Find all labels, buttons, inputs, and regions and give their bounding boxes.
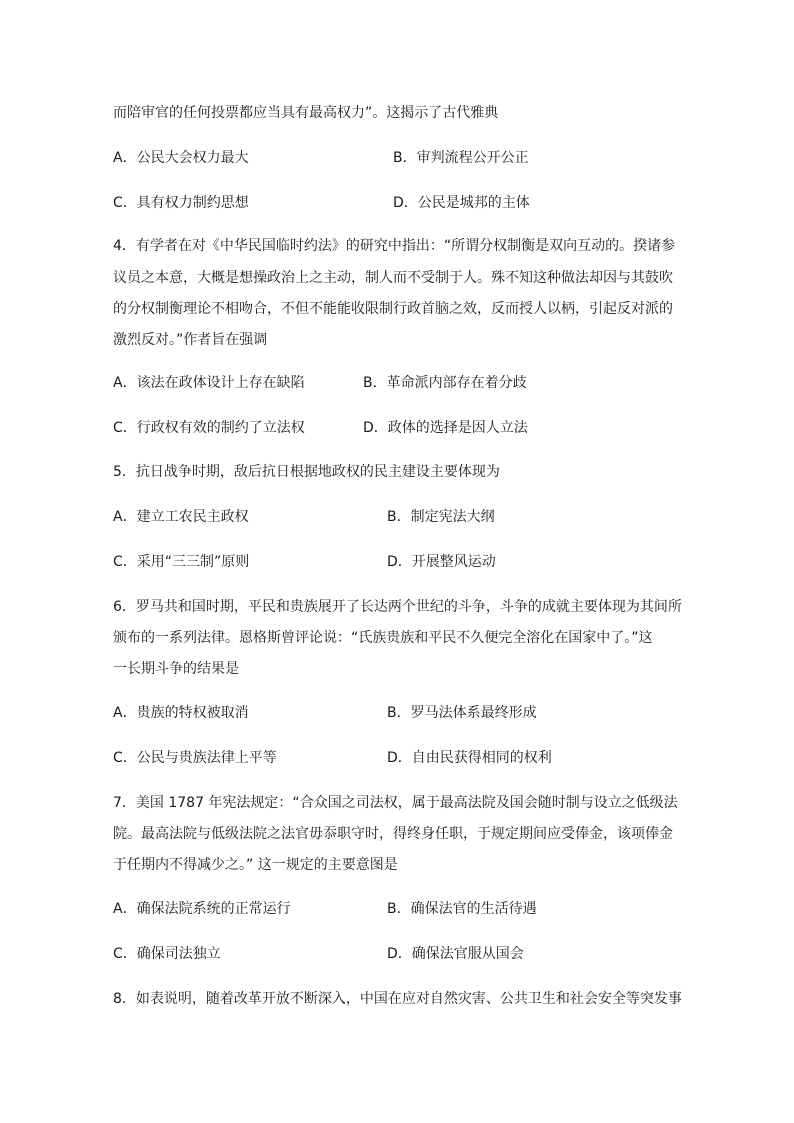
q4-stem-line: 的分权制衡理论不相吻合，不但不能能收限制行政首脑之效，反而授人以柄，引起反对派的 bbox=[113, 301, 673, 317]
q3-option-d: D．公民是城邦的主体 bbox=[393, 195, 530, 211]
q6-option-a: A．贵族的特权被取消 bbox=[113, 705, 249, 721]
q3-option-c: C．具有权力制约思想 bbox=[113, 195, 249, 211]
q7-option-c: C．确保司法独立 bbox=[113, 946, 221, 962]
q4-option-d: D．政体的选择是因人立法 bbox=[363, 420, 528, 436]
q6-stem-line: 一长期斗争的结果是 bbox=[113, 661, 239, 677]
q7-option-b: B．确保法官的生活待遇 bbox=[387, 901, 537, 917]
q5-option-a: A．建立工农民主政权 bbox=[113, 509, 249, 525]
q8-stem-line: 8．如表说明，随着改革开放不断深入，中国在应对自然灾害、公共卫生和社会安全等突发事 bbox=[113, 991, 682, 1007]
q4-stem-line: 议员之本意，大概是想操政治上之主动，制人而不受制于人。殊不知这种做法却因与其鼓吹 bbox=[113, 270, 673, 286]
q5-stem-line: 5．抗日战争时期，敌后抗日根据地政权的民主建设主要体现为 bbox=[113, 464, 500, 480]
q4-option-a: A．该法在政体设计上存在缺陷 bbox=[113, 375, 305, 391]
q4-option-b: B．革命派内部存在着分歧 bbox=[363, 375, 527, 391]
q3-stem-tail: 而陪审官的任何投票都应当具有最高权力”。这揭示了古代雅典 bbox=[113, 105, 499, 121]
q6-option-b: B．罗马法体系最终形成 bbox=[387, 705, 537, 721]
q6-stem-line: 颁布的一系列法律。恩格斯曾评论说：“氏族贵族和平民不久便完全溶化在国家中了。”这 bbox=[113, 630, 653, 646]
q4-stem-line: 激烈反对。”作者旨在强调 bbox=[113, 332, 268, 348]
q3-option-b: B．审判流程公开公正 bbox=[393, 150, 529, 166]
q7-stem-line: 7．美国 1787 年宪法规定：“合众国之司法权，属于最高法院及国会随时制与设立之低级法 bbox=[113, 795, 678, 811]
q5-option-d: D．开展整风运动 bbox=[387, 554, 496, 570]
q7-option-a: A．确保法院系统的正常运行 bbox=[113, 901, 291, 917]
q7-stem-line: 于任期内不得减少之。” 这一规定的主要意图是 bbox=[113, 857, 398, 873]
q4-option-c: C．行政权有效的制约了立法权 bbox=[113, 420, 305, 436]
q7-option-d: D．确保法官服从国会 bbox=[387, 946, 524, 962]
q6-option-c: C．公民与贵族法律上平等 bbox=[113, 750, 277, 766]
q6-stem-line: 6．罗马共和国时期，平民和贵族展开了长达两个世纪的斗争，斗争的成就主要体现为其间所 bbox=[113, 599, 682, 615]
q3-option-a: A．公民大会权力最大 bbox=[113, 150, 249, 166]
q4-stem-line: 4．有学者在对《中华民国临时约法》的研究中指出：“所谓分权制衡是双向互动的。揆诸参 bbox=[113, 238, 676, 254]
q7-stem-line: 院。最高法院与低级法院之法官毋忝职守时，得终身任职，于规定期间应受俸金，该项俸金 bbox=[113, 826, 673, 842]
q5-option-c: C．采用“三三制”原则 bbox=[113, 554, 250, 570]
q6-option-d: D．自由民获得相同的权利 bbox=[387, 750, 552, 766]
q5-option-b: B．制定宪法大纲 bbox=[387, 509, 495, 525]
